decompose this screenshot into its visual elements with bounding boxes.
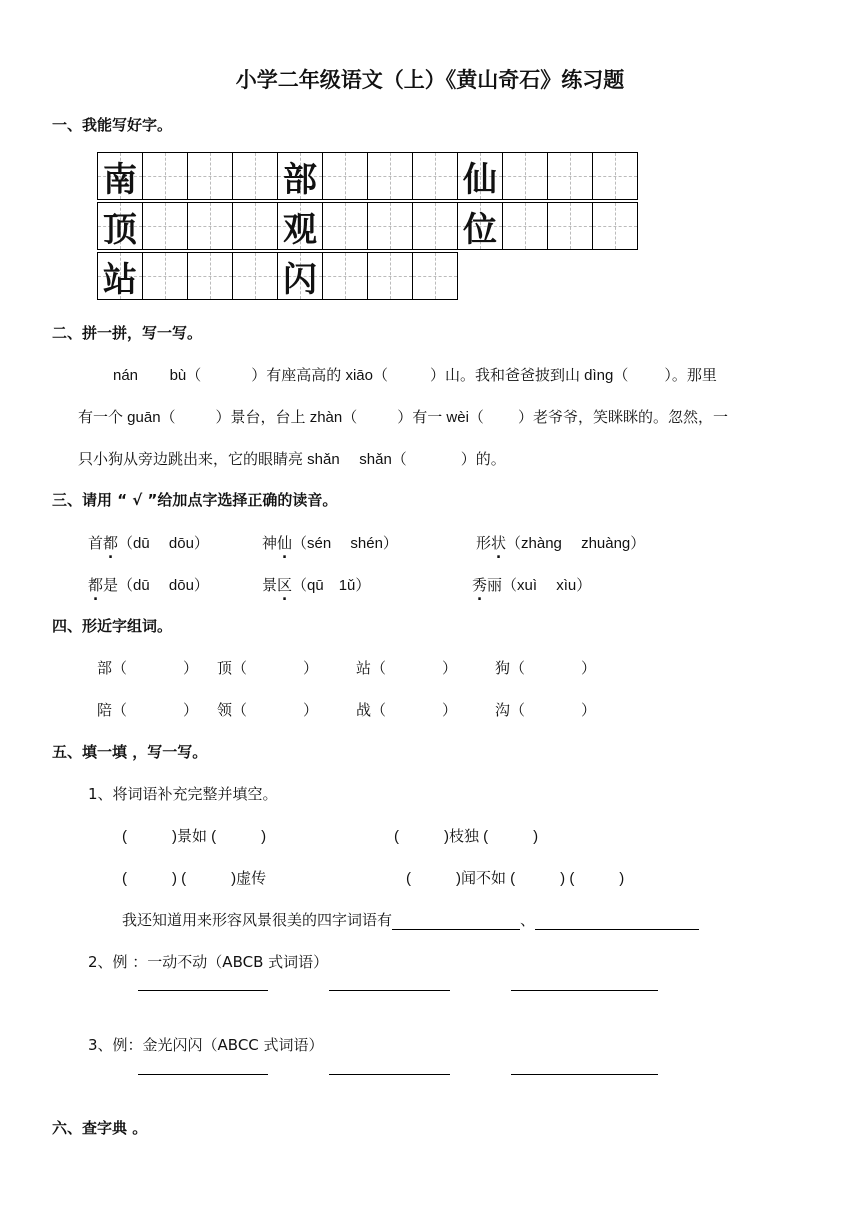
- page-title: 小学二年级语文（上）《黄山奇石》练习题: [235, 68, 625, 92]
- pinyin-passage-line-3: [78, 448, 506, 469]
- fill-question-1: 1、将词语补充完整并填空。: [88, 785, 278, 803]
- pronunciation-options[interactable]: （dū dōu）: [118, 577, 209, 594]
- idiom-blank-2[interactable]: ( )枝独 ( ): [394, 828, 539, 845]
- grid-cell[interactable]: [97, 152, 143, 200]
- similar-word-3[interactable]: [356, 657, 457, 678]
- grid-cell[interactable]: [457, 152, 503, 200]
- passage-text: ）。那里: [664, 366, 717, 384]
- pinyin-text: ）有一 wèi（: [397, 409, 484, 426]
- pinyin-text: nán: [113, 367, 139, 384]
- idiom-blank-3[interactable]: ( ) ( )虚传: [122, 870, 267, 887]
- grid-cell[interactable]: [142, 252, 188, 300]
- word-prompt: 领（: [217, 701, 248, 719]
- passage-text: ）的。: [460, 450, 506, 468]
- grid-cell[interactable]: [457, 202, 503, 250]
- pinyin-text: shǎn（: [359, 451, 407, 468]
- grid-cell[interactable]: [277, 252, 323, 300]
- separator: 、: [520, 911, 536, 929]
- pinyin-text: 只小狗从旁边跳出来，它的眼睛亮 shǎn: [78, 451, 340, 468]
- reading-item-5: [262, 574, 370, 595]
- idiom-blank-4[interactable]: ( )闻不如 ( ) ( ): [406, 870, 625, 887]
- word-close: ）: [581, 701, 597, 719]
- answer-line[interactable]: [138, 1074, 268, 1075]
- answer-line[interactable]: [511, 990, 658, 991]
- grid-cell[interactable]: [547, 202, 593, 250]
- dotted-char: 都: [103, 534, 119, 552]
- word-char: 是: [103, 576, 119, 594]
- fill-question-3: 3、例：金光闪闪（ABCC 式词语）: [88, 1036, 324, 1054]
- similar-word-7[interactable]: [356, 699, 457, 720]
- dotted-char: 都: [88, 576, 104, 594]
- grid-cell[interactable]: [187, 202, 233, 250]
- grid-cell[interactable]: [322, 252, 368, 300]
- reading-item-3: [476, 532, 645, 553]
- pinyin-text: ）景台，台上 zhàn（: [215, 409, 358, 426]
- word-close: ）: [183, 701, 199, 719]
- word-prompt: 战（: [356, 701, 387, 719]
- word-close: ）: [183, 659, 199, 677]
- similar-word-5[interactable]: [97, 699, 198, 720]
- reading-item-6: [472, 574, 591, 595]
- section-6-heading: 六、查字典 。: [52, 1119, 148, 1137]
- grid-cell[interactable]: [367, 202, 413, 250]
- dotted-char: 状: [491, 534, 507, 552]
- grid-char: 观: [283, 209, 317, 250]
- word-prompt: 狗（: [495, 659, 526, 677]
- grid-cell[interactable]: [187, 152, 233, 200]
- word-prompt: 陪（: [97, 701, 128, 719]
- similar-word-8[interactable]: [495, 699, 596, 720]
- grid-cell[interactable]: [592, 202, 638, 250]
- dotted-char: 区: [277, 576, 293, 594]
- grid-cell[interactable]: [412, 152, 458, 200]
- answer-line[interactable]: [138, 990, 268, 991]
- grid-cell[interactable]: [232, 152, 278, 200]
- answer-line[interactable]: [511, 1074, 658, 1075]
- grid-cell[interactable]: [142, 152, 188, 200]
- grid-cell[interactable]: [412, 252, 458, 300]
- grid-cell[interactable]: [322, 202, 368, 250]
- similar-word-2[interactable]: [217, 657, 318, 678]
- word-prompt: 沟（: [495, 701, 526, 719]
- grid-cell[interactable]: [367, 152, 413, 200]
- pronunciation-options[interactable]: （xuì xìu）: [502, 577, 592, 594]
- grid-char: 顶: [103, 209, 137, 250]
- grid-cell[interactable]: [277, 152, 323, 200]
- pronunciation-options[interactable]: （zhàng zhuàng）: [506, 535, 646, 552]
- word-close: ）: [442, 701, 458, 719]
- passage-text: ）老爷爷，笑眯眯的。忽然，一: [517, 408, 728, 426]
- word-char: 首: [88, 534, 104, 552]
- section-3-heading: 三、请用 “ √ ”给加点字选择正确的读音。: [52, 491, 338, 509]
- scenery-words-line: [122, 909, 699, 930]
- grid-cell[interactable]: [592, 152, 638, 200]
- grid-char: 部: [283, 159, 317, 200]
- word-close: ）: [581, 659, 597, 677]
- prompt-text: 我还知道用来形容风景很美的四字词语有: [122, 911, 393, 929]
- grid-cell[interactable]: [232, 202, 278, 250]
- grid-char: 闪: [283, 259, 317, 300]
- grid-cell[interactable]: [502, 152, 548, 200]
- pinyin-text: 有一个 guān（: [78, 409, 176, 426]
- answer-blank[interactable]: [535, 911, 699, 930]
- word-close: ）: [303, 701, 319, 719]
- similar-word-4[interactable]: [495, 657, 596, 678]
- section-1-heading: 一、我能写好字。: [52, 116, 173, 134]
- dotted-char: 仙: [277, 534, 293, 552]
- word-char: 形: [476, 534, 492, 552]
- grid-cell[interactable]: [97, 252, 143, 300]
- writing-grid-row-1: [98, 152, 638, 200]
- fill-question-2: 2、例 ：一动不动（ABCB 式词语）: [88, 953, 329, 971]
- word-char: 神: [262, 534, 278, 552]
- grid-char: 位: [463, 209, 497, 250]
- writing-grid-row-3: [98, 252, 458, 300]
- word-char: 景: [262, 576, 278, 594]
- section-5-heading: 五、填一填 ，写一写。: [52, 743, 208, 761]
- grid-cell[interactable]: [367, 252, 413, 300]
- grid-char: 南: [103, 159, 137, 200]
- grid-cell[interactable]: [277, 202, 323, 250]
- grid-cell[interactable]: [547, 152, 593, 200]
- word-prompt: 顶（: [217, 659, 248, 677]
- pinyin-passage-line-1: [113, 364, 717, 385]
- grid-char: 仙: [463, 159, 497, 200]
- word-close: ）: [303, 659, 319, 677]
- pronunciation-options[interactable]: （dū dōu）: [118, 535, 209, 552]
- word-close: ）: [442, 659, 458, 677]
- pinyin-passage-line-2: [78, 406, 728, 427]
- grid-cell[interactable]: [97, 202, 143, 250]
- similar-word-1[interactable]: [97, 657, 198, 678]
- pinyin-text: bù（: [169, 367, 202, 384]
- grid-cell[interactable]: [322, 152, 368, 200]
- reading-item-1: [88, 532, 209, 553]
- grid-cell[interactable]: [412, 202, 458, 250]
- pronunciation-options[interactable]: （sén shén）: [292, 535, 398, 552]
- grid-cell[interactable]: [142, 202, 188, 250]
- reading-item-4: [88, 574, 209, 595]
- word-prompt: 站（: [356, 659, 387, 677]
- writing-grid-row-2: [98, 202, 638, 250]
- answer-line[interactable]: [329, 990, 450, 991]
- answer-line[interactable]: [329, 1074, 450, 1075]
- dotted-char: 秀: [472, 576, 488, 594]
- pinyin-text: ）山。我和爸爸披到山 dìng（: [429, 367, 629, 384]
- reading-item-2: [262, 532, 398, 553]
- grid-cell[interactable]: [232, 252, 278, 300]
- grid-char: 站: [103, 259, 137, 300]
- pronunciation-options[interactable]: （qū 1ǔ）: [292, 577, 371, 594]
- word-char: 丽: [487, 576, 503, 594]
- word-prompt: 部（: [97, 659, 128, 677]
- pinyin-text: ）有座高高的 xiāo（: [251, 367, 388, 384]
- section-2-heading: 二、拼一拼，写一写。: [52, 324, 203, 342]
- grid-cell[interactable]: [502, 202, 548, 250]
- section-4-heading: 四、形近字组词。: [52, 617, 173, 635]
- grid-cell[interactable]: [187, 252, 233, 300]
- answer-blank[interactable]: [392, 911, 520, 930]
- similar-word-6[interactable]: [217, 699, 318, 720]
- idiom-blank-1[interactable]: ( )景如 ( ): [122, 828, 267, 845]
